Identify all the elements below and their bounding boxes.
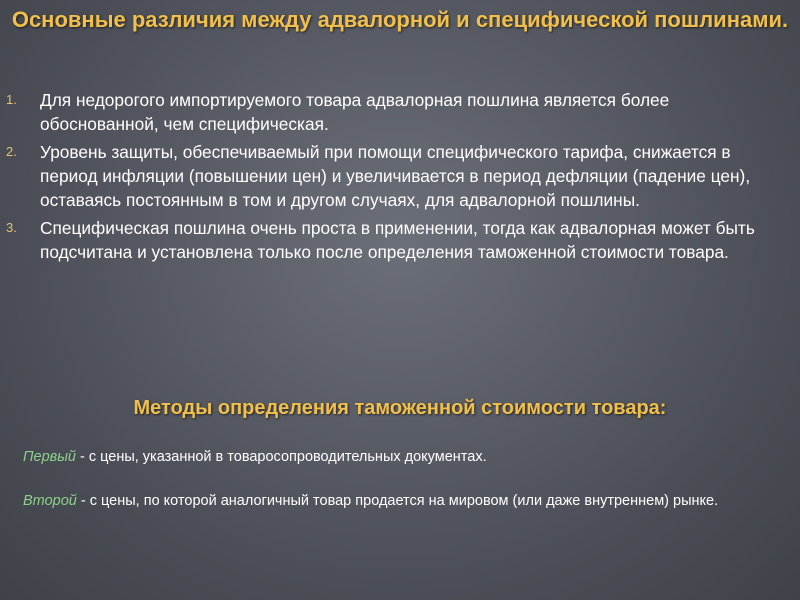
list-item-number: 2. [6, 144, 17, 159]
list-item-text: Уровень защиты, обеспечиваемый при помощи специфического тарифа, снижается в период инфляции (повышении цен) и увеличивается в период дефляции (падение цен), оставаясь постоянным в том и другом случаях, для адвалорной пошлины. [40, 142, 751, 210]
list-item-text: Для недорогого импортируемого товара адвалорная пошлина является более обоснованной, чем специфическая. [40, 90, 670, 134]
list-item-text: Специфическая пошлина очень проста в применении, тогда как адвалорная может быть подсчитана и установлена только после определения таможенной стоимости товара. [40, 218, 755, 262]
list-item-number: 3. [6, 220, 17, 235]
differences-list [0, 88, 790, 268]
list-item [0, 216, 790, 264]
method-keyword: Второй [23, 493, 77, 509]
methods-title: Методы определения таможенной стоимости товара: [133, 397, 667, 419]
method-keyword: Первый [23, 449, 76, 465]
method-item [23, 490, 783, 512]
method-text: - с цены, по которой аналогичный товар продается на мировом (или даже внутреннем) рынке. [76, 493, 719, 509]
method-item [23, 446, 783, 468]
slide-title: Основные различия между адвалорной и специфической пошлинами. [11, 7, 789, 32]
method-text: - с цены, указанной в товаросопроводительных документах. [75, 449, 487, 465]
methods-block [23, 446, 783, 534]
list-item [0, 88, 790, 136]
list-item-number: 1. [6, 92, 17, 107]
list-item [0, 140, 790, 212]
